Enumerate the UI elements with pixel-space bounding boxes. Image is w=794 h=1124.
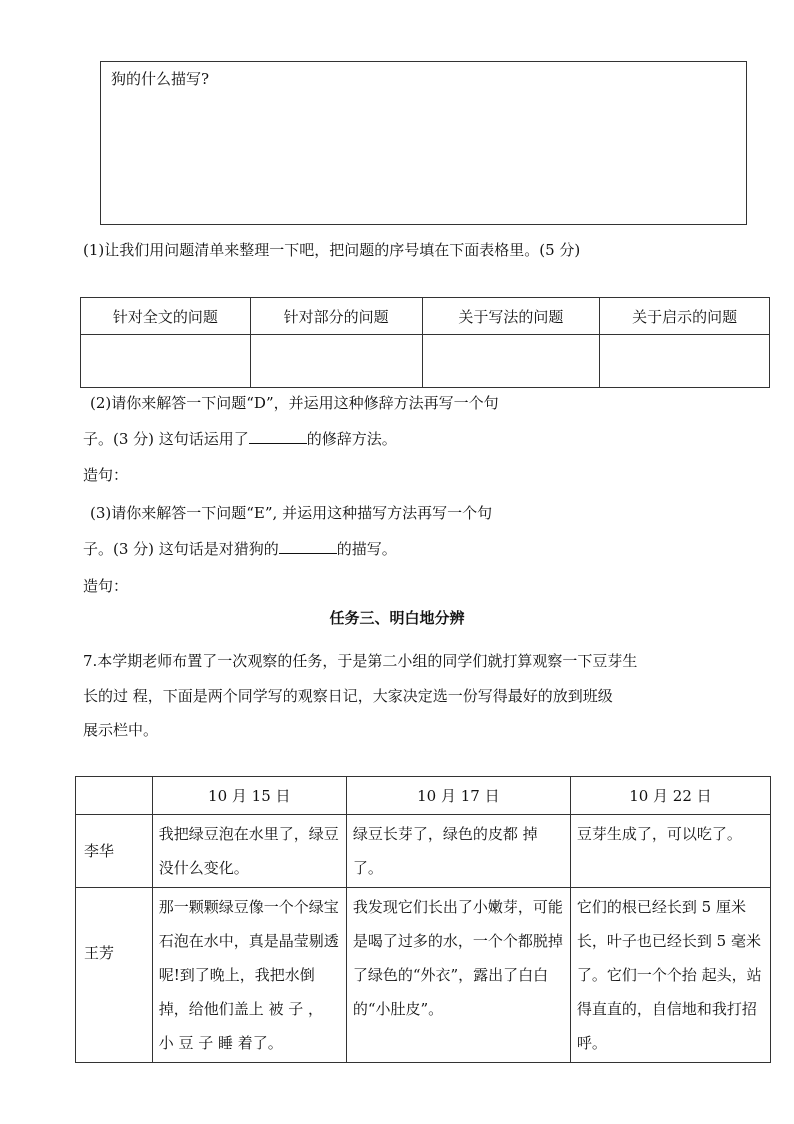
- question-2-line2: [83, 428, 397, 449]
- corner-cell: [76, 777, 153, 815]
- answer-cell-whole-text[interactable]: [81, 335, 251, 388]
- student-name: 李华: [76, 815, 153, 888]
- date-header: 10 月 22 日: [570, 777, 770, 815]
- question-2-prefix: 子。(3 分) 这句话运用了: [83, 430, 249, 448]
- diary-entry: 我把绿豆泡在水里了，绿豆没什么变化。: [152, 815, 346, 888]
- date-header: 10 月 17 日: [346, 777, 570, 815]
- question-3-line2: [83, 538, 397, 559]
- date-header: 10 月 15 日: [152, 777, 346, 815]
- question-7-line2: 长的过 程，下面是两个同学写的观察日记，大家决定选一份写得最好的放到班级: [83, 687, 613, 705]
- answer-cell-writing[interactable]: [422, 335, 600, 388]
- diary-entry: 绿豆长芽了，绿色的皮都 掉 了。: [346, 815, 570, 888]
- question-7-line3: 展示栏中。: [83, 721, 159, 739]
- header-whole-text: 针对全文的问题: [81, 298, 251, 335]
- diary-entry: 豆芽生成了，可以吃了。: [570, 815, 770, 888]
- question-table: [80, 297, 770, 388]
- description-blank[interactable]: [279, 539, 337, 554]
- question-1: (1)让我们用问题清单来整理一下吧，把问题的序号填在下面表格里。(5 分): [83, 241, 581, 259]
- diary-entry: 它们的根已经长到 5 厘米长，叶子也已经长到 5 毫米了。它们一个个抬 起头，站得直直的，自信地和我打招呼。: [570, 888, 770, 1063]
- diary-table: [75, 776, 771, 1063]
- rhetoric-blank[interactable]: [249, 429, 307, 444]
- diary-entry: 我发现它们长出了小嫩芽，可能是喝了过多的水，一个个都脱掉了绿色的“外衣”，露出了白白的“小肚皮”。: [346, 888, 570, 1063]
- header-writing: 关于写法的问题: [422, 298, 600, 335]
- answer-box: [100, 61, 747, 225]
- question-2-line1: (2)请你来解答一下问题“D”，并运用这种修辞方法再写一个句: [90, 394, 499, 412]
- answer-cell-insight[interactable]: [600, 335, 770, 388]
- box-question: 狗的什么描写?: [111, 70, 210, 88]
- header-insight: 关于启示的问题: [600, 298, 770, 335]
- answer-cell-part[interactable]: [250, 335, 422, 388]
- question-2-suffix: 的修辞方法。: [306, 430, 397, 448]
- student-name: 王芳: [76, 888, 153, 1063]
- header-part: 针对部分的问题: [250, 298, 422, 335]
- make-sentence-label-3: 造句：: [83, 577, 129, 595]
- section-title: 任务三、明白地分辨: [329, 609, 465, 627]
- diary-entry: 那一颗颗绿豆像一个个绿宝石泡在水中，真是晶莹剔透呢!到了晚上，我把水倒掉，给他们盖上 被 子 ， 小 豆 子 睡 着了。: [152, 888, 346, 1063]
- table-row: [76, 815, 771, 888]
- question-3-prefix: 子。(3 分) 这句话是对猎狗的: [83, 540, 279, 558]
- table-row: [76, 888, 771, 1063]
- make-sentence-label-2: 造句：: [83, 466, 129, 484]
- question-7-line1: 7.本学期老师布置了一次观察的任务，于是第二小组的同学们就打算观察一下豆芽生: [83, 652, 638, 670]
- question-3-suffix: 的描写。: [336, 540, 397, 558]
- question-3-line1: (3)请你来解答一下问题“E”, 并运用这种描写方法再写一个句: [90, 504, 493, 522]
